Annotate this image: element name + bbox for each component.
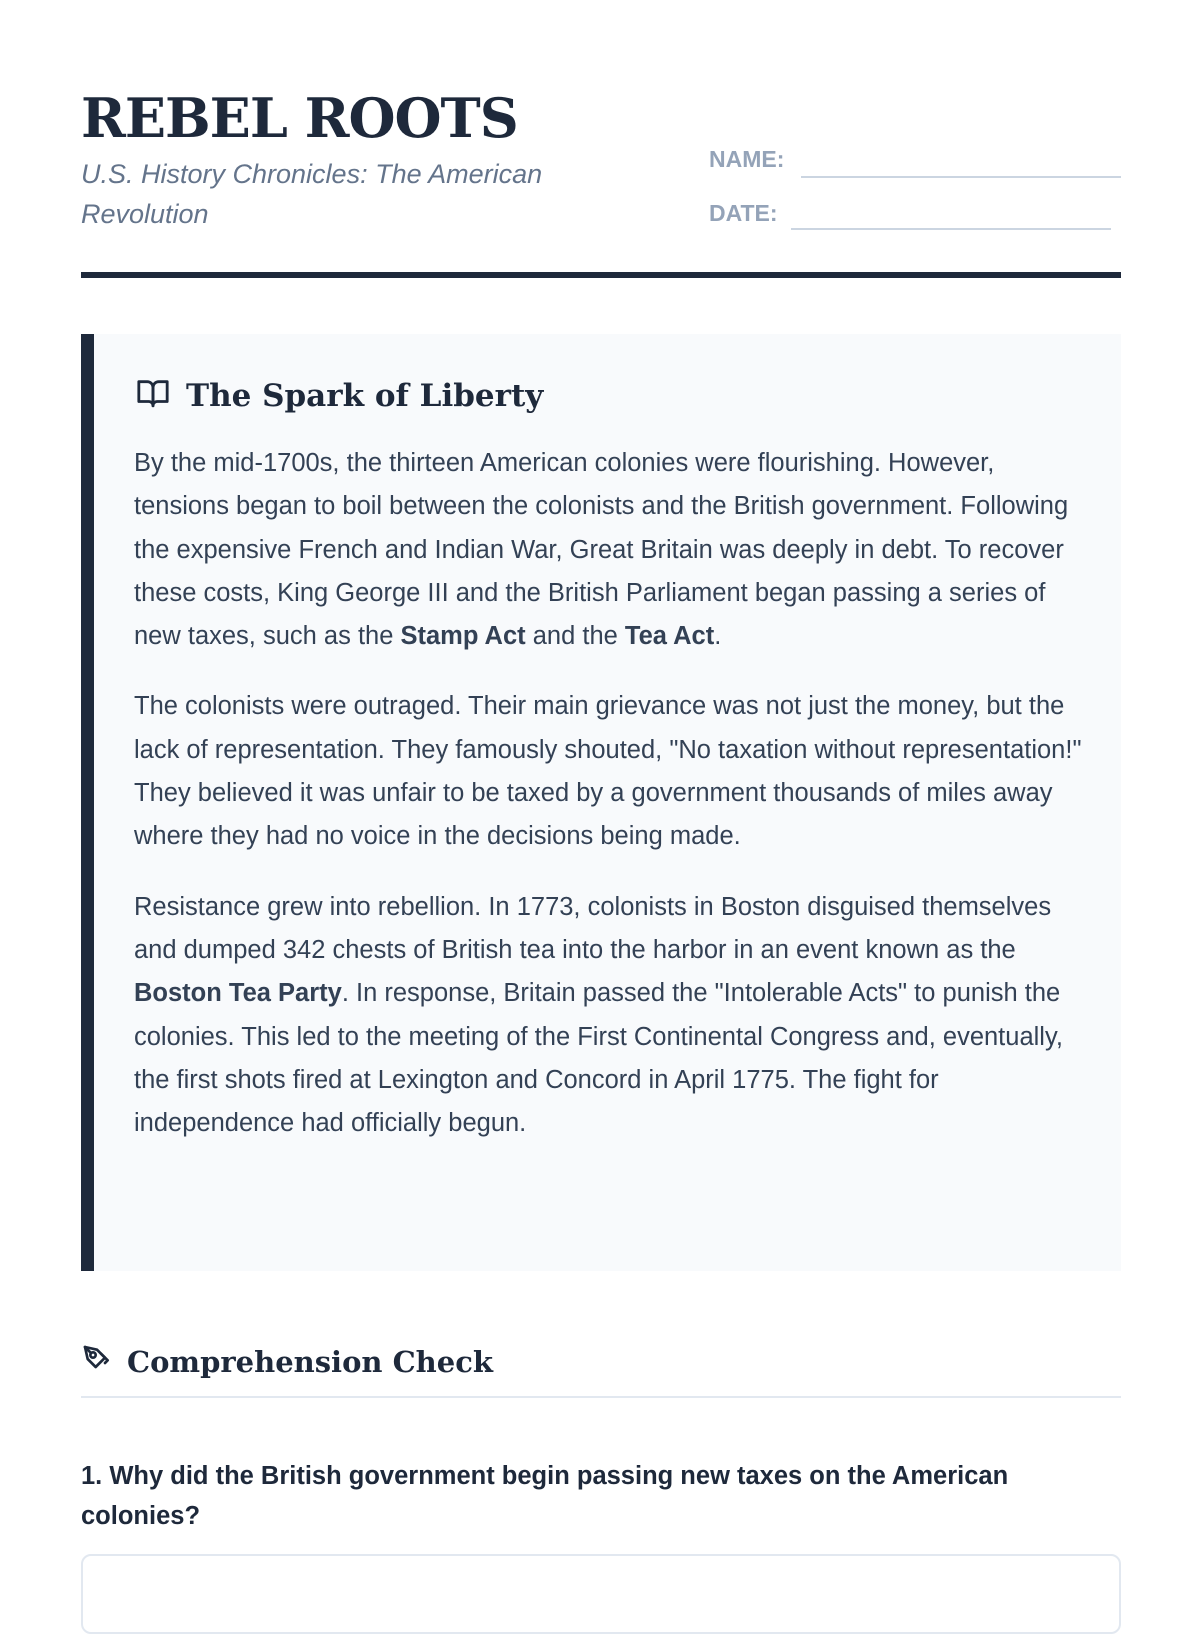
- paragraph-text: and the: [525, 622, 625, 651]
- question-1: 1. Why did the British government begin passing new taxes on the American colonies?: [81, 1462, 1009, 1530]
- answer-box-1[interactable]: [81, 1554, 1121, 1634]
- book-open-icon: [134, 376, 172, 415]
- date-label: DATE:: [709, 200, 778, 226]
- reading-paragraph: [134, 442, 1094, 658]
- paragraph-text: The colonists were outraged. Their main grievance was not just the money, but the lack of representation. They famously shouted, "No taxation without representation!" They believed it was unfair to be taxed by a government thousands of miles away where they had no voice in the decisions being made.: [134, 692, 1082, 851]
- paragraph-text: .: [714, 622, 722, 651]
- comprehension-heading: [81, 1343, 493, 1380]
- paragraph-text: Resistance grew into rebellion. In 1773, colonists in Boston disguised themselves and dumped 342 chests of British tea into the harbor in an event known as the: [134, 892, 1052, 964]
- pen-tool-icon: [81, 1343, 113, 1380]
- page-title: REBEL ROOTS: [81, 86, 518, 150]
- paragraph-text: By the mid-1700s, the thirteen American colonies were flourishing. However, tensions began to boil between the colonists and the British government. Following the expensive French and Indian War, Great Britain was deeply in debt. To recover these costs, King George III and the British Parliament began passing a series of new taxes, such as the: [134, 449, 1069, 651]
- worksheet-header: [81, 80, 1121, 280]
- name-label: NAME:: [709, 146, 785, 172]
- reading-paragraph: [134, 886, 1094, 1146]
- key-term: Tea Act: [624, 622, 715, 651]
- reading-body: [134, 442, 1094, 1172]
- page-subtitle: U.S. History Chronicles: The American Revolution: [81, 159, 543, 229]
- comprehension-title: Comprehension Check: [127, 1344, 493, 1379]
- paragraph-text: . In response, Britain passed the "Intolerable Acts" to punish the colonies. This led to the meeting of the First Continental Congress and, eventually, the first shots fired at Lexington and Concord in April 1775. The fight for independence had officially begun.: [134, 979, 1063, 1138]
- name-field[interactable]: [801, 176, 1121, 178]
- date-field[interactable]: [791, 228, 1111, 230]
- reading-paragraph: [134, 685, 1094, 858]
- reading-passage: [81, 334, 1121, 1271]
- header-divider: [81, 272, 1121, 278]
- reading-title: The Spark of Liberty: [186, 377, 544, 414]
- comprehension-divider: [81, 1396, 1121, 1398]
- key-term: Stamp Act: [400, 622, 526, 651]
- key-term: Boston Tea Party: [134, 979, 342, 1008]
- reading-heading: [134, 376, 543, 415]
